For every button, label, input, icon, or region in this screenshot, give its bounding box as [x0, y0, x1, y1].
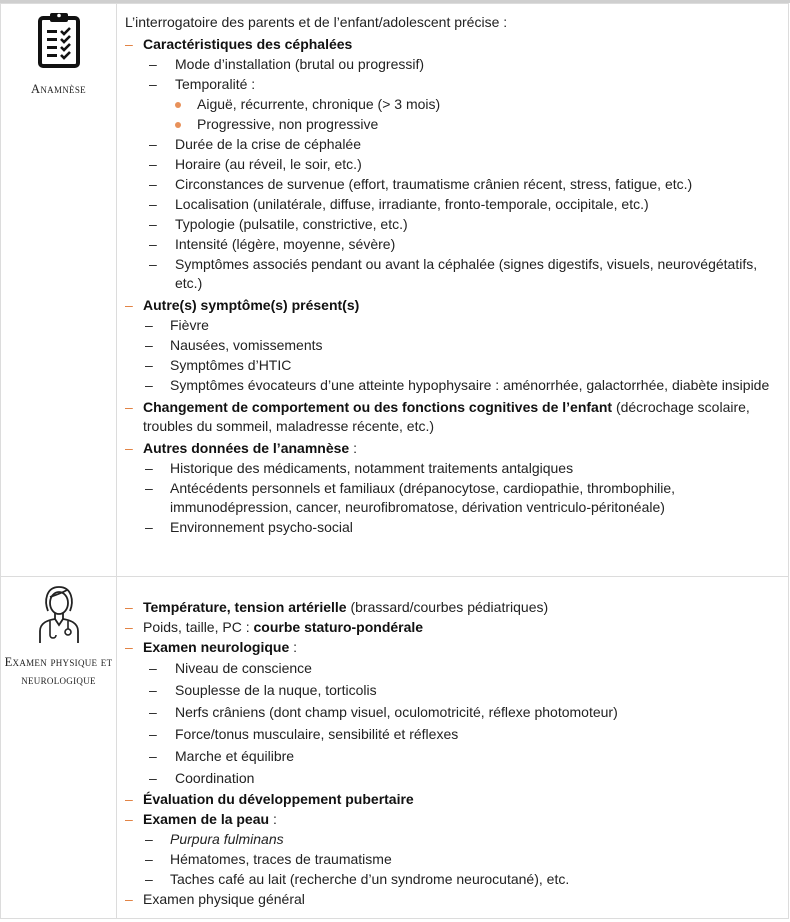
- list-item: – Mode d’installation (brutal ou progressif): [149, 56, 425, 72]
- clipboard-checklist-icon: [1, 10, 116, 70]
- group-heading: – Autres données de l’anamnèse :: [125, 440, 357, 456]
- female-doctor-stethoscope-icon: [1, 581, 116, 645]
- section-content: [117, 577, 789, 919]
- list-item: – Environnement psycho-social: [145, 519, 353, 535]
- list-item: – Force/tonus musculaire, sensibilité et réflexes: [149, 726, 459, 742]
- list-item: – Purpura fulminans: [145, 831, 284, 847]
- list-item: – Nausées, vomissements: [145, 337, 323, 353]
- list-item: – Souplesse de la nuque, torticolis: [149, 682, 377, 698]
- group-heading: – Examen de la peau :: [125, 811, 277, 827]
- list-item: – Symptômes évocateurs d’une atteinte hypophysaire : aménorrhée, galactorrhée, diabète insipide: [145, 377, 770, 393]
- intro-text: L’interrogatoire des parents et de l’enfant/adolescent précise :: [125, 14, 508, 30]
- list-item: – Temporalité :: [149, 76, 256, 92]
- list-item: – Typologie (pulsatile, constrictive, etc.): [149, 216, 408, 232]
- list-item: – Durée de la crise de céphalée: [149, 136, 362, 152]
- group-heading: – Température, tension artérielle (brassard/courbes pédiatriques): [125, 599, 549, 615]
- group-heading: – Examen physique général: [125, 891, 305, 907]
- list-item: – Antécédents personnels et familiaux (drépanocytose, cardiopathie, thrombophilie, immunodépression, cancer, neurofibromatose, dérivation ventriculo-péritonéale): [145, 480, 676, 515]
- group-heading: – Examen neurologique :: [125, 639, 298, 655]
- section-row-examen: [1, 577, 789, 919]
- list-item: – Marche et équilibre: [149, 748, 295, 764]
- sub-list-item: Progressive, non progressive: [125, 115, 780, 134]
- section-row-anamnese: [1, 4, 789, 577]
- list-item: – Taches café au lait (recherche d’un syndrome neurocutané), etc.: [145, 871, 570, 887]
- list-item: – Historique des médicaments, notamment traitements antalgiques: [145, 460, 574, 476]
- group-heading: – Changement de comportement ou des fonctions cognitives de l’enfant (décrochage scolaire, troubles du sommeil, maladresse récente, etc.): [125, 399, 750, 434]
- list-item: – Fièvre: [145, 317, 209, 333]
- list-item: – Circonstances de survenue (effort, traumatisme crânien récent, stress, fatigue, etc.): [149, 176, 693, 192]
- list-item: – Hématomes, traces de traumatisme: [145, 851, 392, 867]
- clinical-table: [0, 3, 789, 919]
- section-label-cell: [1, 577, 117, 919]
- list-item: – Niveau de conscience: [149, 660, 312, 676]
- section-label: Examen physique et neurologique: [4, 655, 113, 687]
- group-heading: – Autre(s) symptôme(s) présent(s): [125, 297, 360, 313]
- bullet-icon: [175, 102, 181, 108]
- list-item: – Intensité (légère, moyenne, sévère): [149, 236, 396, 252]
- list-item: – Coordination: [149, 770, 255, 786]
- bullet-icon: [175, 122, 181, 128]
- section-label-cell: [1, 4, 117, 577]
- list-item: – Horaire (au réveil, le soir, etc.): [149, 156, 362, 172]
- sub-list-item: Aiguë, récurrente, chronique (> 3 mois): [125, 95, 780, 114]
- list-item: – Localisation (unilatérale, diffuse, irradiante, fronto-temporale, occipitale, etc.): [149, 196, 649, 212]
- list-item: – Symptômes associés pendant ou avant la céphalée (signes digestifs, visuels, neurovégétatifs, etc.): [149, 256, 758, 291]
- group-heading: – Poids, taille, PC : courbe staturo-pondérale: [125, 619, 424, 635]
- list-item: – Symptômes d’HTIC: [145, 357, 292, 373]
- section-label: Anamnèse: [31, 82, 86, 96]
- group-heading: – Évaluation du développement pubertaire: [125, 791, 414, 807]
- group-heading: – Caractéristiques des céphalées: [125, 36, 353, 52]
- section-content: [117, 4, 789, 577]
- list-item: – Nerfs crâniens (dont champ visuel, oculomotricité, réflexe photomoteur): [149, 704, 618, 720]
